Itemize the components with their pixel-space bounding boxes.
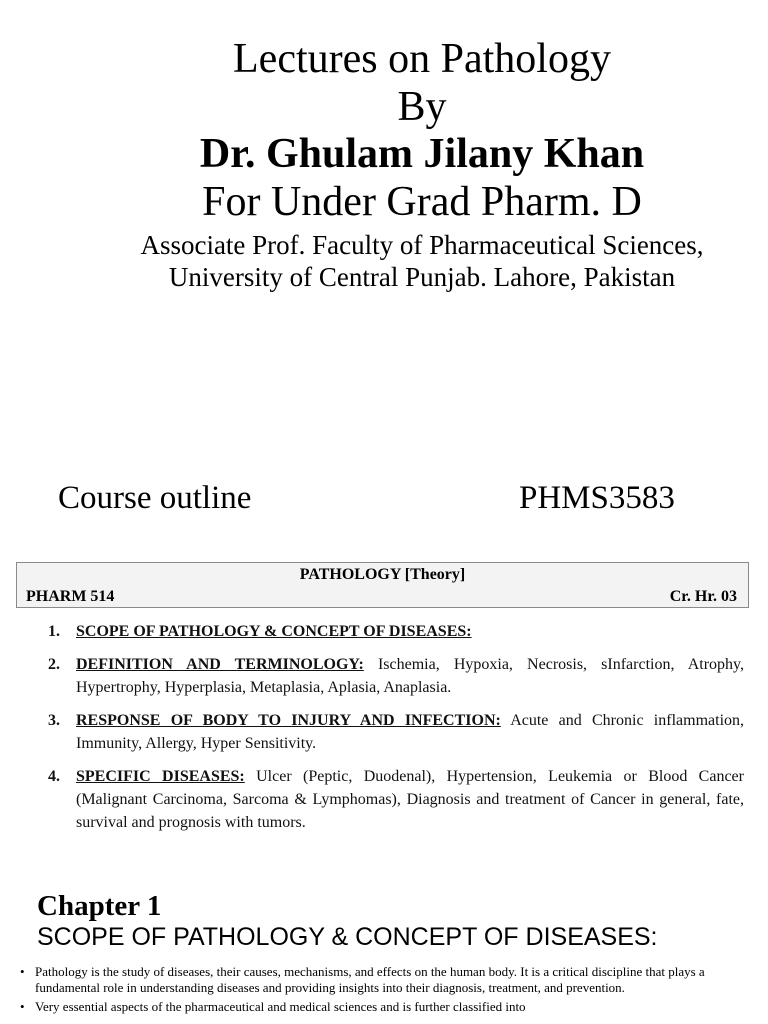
outline-item-text: Acute and Chronic inflammation, Immunity, Allergy, Hyper Sensitivity. — [76, 712, 745, 752]
outline-item — [48, 709, 744, 755]
outline-item-heading: SCOPE OF PATHOLOGY & CONCEPT OF DISEASES: — [76, 623, 472, 640]
outline-item-text: Ulcer (Peptic, Duodenal), Hypertension, Leukemia or Blood Cancer (Malignant Carcinoma, Sarcoma & Lymphomas), Diagnosis and treatment of Cancer in general, fate, survival and prognosis with tumors. — [76, 768, 744, 831]
audience-line: For Under Grad Pharm. D — [202, 179, 642, 225]
outline-item-body — [76, 709, 744, 755]
course-box-credit-hours: Cr. Hr. 03 — [669, 588, 737, 605]
bullet-dot-icon: • — [20, 964, 25, 979]
chapter-heading: Chapter 1 — [37, 890, 162, 922]
affiliation-line-2: University of Central Punjab. Lahore, Pakistan — [168, 262, 676, 292]
bullet-text: Pathology is the study of diseases, their causes, mechanisms, and effects on the human body. It is a critical discipline that plays a fundamental role in understanding diseases and providing insights into their diagnosis, treatment, and prevention. — [35, 964, 705, 995]
outline-item-heading: SPECIFIC DISEASES: — [76, 768, 245, 785]
chapter-subheading: SCOPE OF PATHOLOGY & CONCEPT OF DISEASES: — [37, 923, 658, 951]
outline-item-number: 1. — [48, 623, 60, 640]
bullet-item — [20, 964, 720, 996]
outline-item-number: 2. — [48, 656, 60, 673]
affiliation-line-1: Associate Prof. Faculty of Pharmaceutical Sciences, — [140, 230, 704, 260]
author-name: Dr. Ghulam Jilany Khan — [199, 131, 645, 177]
outline-item-body — [76, 765, 744, 834]
title-by: By — [397, 84, 447, 130]
outline-item-heading: DEFINITION AND TERMINOLOGY: — [76, 656, 364, 673]
course-outline-label: Course outline — [58, 480, 252, 516]
outline-item-body — [76, 620, 744, 643]
outline-item-number: 3. — [48, 712, 60, 729]
course-box-number: PHARM 514 — [26, 588, 115, 605]
lecture-title: Lectures on Pathology — [233, 36, 611, 82]
bullet-item — [20, 999, 720, 1015]
outline-item — [48, 653, 744, 699]
outline-item-number: 4. — [48, 768, 60, 785]
bullet-text: Very essential aspects of the pharmaceutical and medical sciences and is further classified into — [35, 999, 526, 1014]
bullet-dot-icon: • — [20, 999, 25, 1014]
outline-item — [48, 765, 744, 834]
course-header-box — [16, 562, 749, 608]
outline-item — [48, 620, 744, 643]
chapter-bullet-list — [20, 964, 720, 1018]
outline-item-body — [76, 653, 744, 699]
outline-item-text: Ischemia, Hypoxia, Necrosis, sInfarction, Atrophy, Hypertrophy, Hyperplasia, Metaplasia, Aplasia, Anaplasia. — [76, 656, 744, 696]
course-outline-list — [48, 620, 744, 844]
outline-item-heading: RESPONSE OF BODY TO INJURY AND INFECTION: — [76, 712, 501, 729]
course-code: PHMS3583 — [519, 480, 675, 516]
course-box-title: PATHOLOGY [Theory] — [299, 566, 466, 583]
